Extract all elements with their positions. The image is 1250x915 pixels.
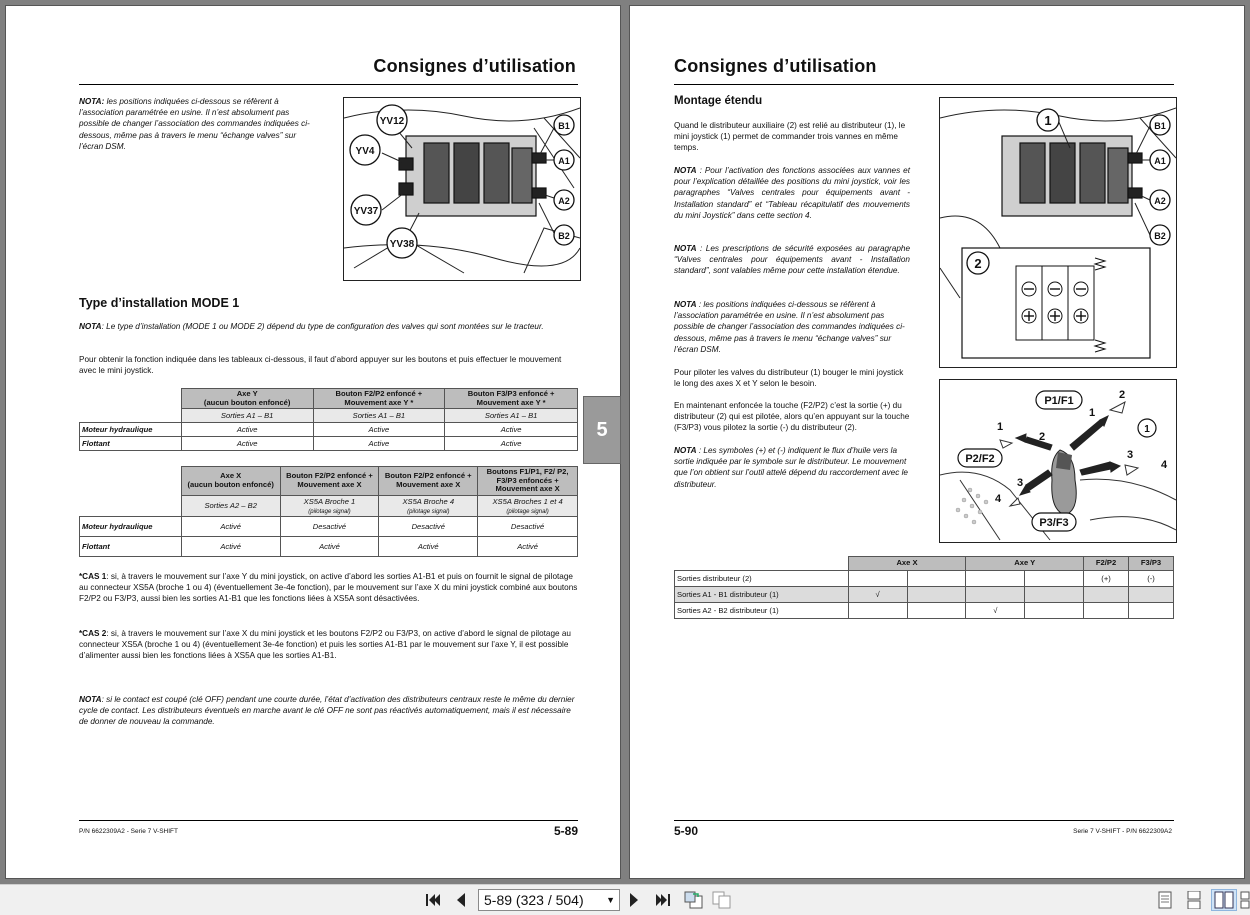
nota-3: NOTA : les positions indiquées ci-dessous se réfèrent à l’association paramétrée en usine. Il n’est absolument pas possible de changer l’association des commandes indiquées ci-dessous, même pas à travers le menu “échange valves” sur l’écran DSM. — [674, 300, 905, 354]
header-f2p2: F2/P2 — [1084, 557, 1129, 571]
label-dir-4: 4 — [1160, 459, 1168, 471]
cas2-text: *CAS 2: si, à travers le mouvement sur l’axe X du mini joystick et les boutons F2/P2 ou F3/P3, on active d’abord le signal de pilotage au connecteur XS5A (broche 1 ou 4) (éventuellement 3e-4e fonction) et puis les sorties A1-B1 par le mouvement sur l’axe Y, il est possible d’alimenter aussi bien les fonctions liées à XS5A que les sorties A1-B1. — [79, 629, 571, 661]
header-f3p3-y: Bouton F3/P3 enfoncé + Mouvement axe Y * — [445, 389, 578, 409]
label-dir-1b: 1 — [996, 421, 1004, 433]
row-label: Flottant — [80, 536, 182, 556]
label-dir-3b: 3 — [1016, 477, 1024, 489]
header-f2p2-x-2: Bouton F2/P2 enfoncé + Mouvement axe X — [379, 467, 478, 496]
table-cell: Activé — [181, 536, 280, 556]
label-a2: A2 — [558, 196, 570, 206]
table-cell: XS5A Broche 1 (pilotage signal) — [280, 495, 379, 516]
label-dir-2: 2 — [1118, 389, 1126, 401]
table-cell — [1129, 587, 1174, 603]
para-pilot: Pour piloter les valves du distributeur (1) bouger le mini joystick le long des axes X et Y selon le besoin. — [674, 368, 904, 389]
copy-icon — [712, 891, 732, 909]
label-1: 1 — [1044, 113, 1052, 128]
table-cell: Desactivé — [478, 516, 578, 536]
para-intro: Quand le distributeur auxiliaire (2) est relié au distributeur (1), le mini joystick (1) permet de commander trois vannes en même temps. — [674, 121, 906, 153]
table-cell: Activé — [379, 536, 478, 556]
table-row — [675, 571, 1174, 587]
distributor-table — [674, 556, 1174, 619]
table-cell: (-) — [1129, 571, 1174, 587]
label-p3f3: P3/F3 — [1039, 517, 1069, 529]
table-cell — [1025, 587, 1084, 603]
continuous-page-icon — [1187, 891, 1201, 909]
table-cell: Active — [313, 437, 445, 451]
table-row — [80, 423, 578, 437]
label-yv37: YV37 — [353, 206, 379, 217]
label-dir-4b: 4 — [994, 493, 1002, 505]
valve-block-drawing — [344, 98, 580, 280]
first-page-icon — [424, 892, 442, 908]
label-a1: A1 — [1154, 156, 1166, 166]
row-label: Sorties A2 - B2 distributeur (1) — [675, 603, 849, 619]
label-yv4: YV4 — [355, 146, 375, 157]
distributor-drawing — [940, 98, 1176, 367]
next-page-icon — [627, 892, 641, 908]
para-buttons: En maintenant enfoncée la touche (F2/P2) c’est la sortie (+) du distributeur (2) qui est pilotée, alors qu’en appuyant sur la touche (F3/P3) vous pilotez la sortie (-) du distributeur (2). — [674, 401, 910, 433]
table-cell: Active — [445, 437, 578, 451]
joystick-drawing — [940, 380, 1176, 542]
section-title: Type d’installation MODE 1 — [79, 296, 240, 310]
page-right — [629, 5, 1245, 879]
footer-part-number: Serie 7 V-SHIFT - P/N 6622309A2 — [1073, 828, 1172, 835]
table-cell: Active — [445, 423, 578, 437]
table-cell — [1025, 571, 1084, 587]
table-cell: √ — [848, 587, 907, 603]
nota-type: NOTA: Le type d’installation (MODE 1 ou MODE 2) dépend du type de configuration des valves qui sont montées sur le tracteur. — [79, 322, 544, 331]
table-cell: Sorties A1 – B1 — [445, 409, 578, 423]
table-cell — [907, 571, 966, 587]
table-cell: Activé — [280, 536, 379, 556]
header-f3p3: F3/P3 — [1129, 557, 1174, 571]
continuous-view-button[interactable] — [1183, 889, 1205, 911]
distributor-figure — [939, 97, 1177, 368]
label-dir-3: 3 — [1126, 449, 1134, 461]
header-f2p2-x: Bouton F2/P2 enfoncé + Mouvement axe X — [280, 467, 379, 496]
page-select-value: 5-89 (323 / 504) — [484, 892, 584, 908]
footer-rule — [674, 820, 1174, 821]
header-axe-x: Axe X — [848, 557, 966, 571]
table-cell: √ — [966, 603, 1025, 619]
row-label: Moteur hydraulique — [80, 423, 182, 437]
table-axe-y — [79, 388, 578, 451]
two-page-view-button[interactable] — [1211, 889, 1237, 911]
page-left — [5, 5, 621, 879]
last-page-icon — [654, 892, 672, 908]
two-page-continuous-view-button[interactable] — [1240, 889, 1250, 911]
single-page-view-button[interactable] — [1154, 889, 1176, 911]
cas1-text: *CAS 1: si, à travers le mouvement sur l’axe Y du mini joystick, on active d’abord les sorties A1-B1 et puis on fournit le signal de pilotage au connecteur XS5A (broche 1 ou 4) (éventuellement 3e-4e fonction), par le mouvement sur l’axe X du mini joystick combiné aux boutons F2/P2 ou F3/P3, aussi bien les sorties A1-B1 que les fonctions liées à XS5A sont désactivées. — [79, 572, 578, 604]
table-cell: Activé — [181, 516, 280, 536]
header-axe-y: Axe Y (aucun bouton enfoncé) — [181, 389, 313, 409]
valve-block-figure — [343, 97, 581, 281]
nota-1: NOTA : Pour l’activation des fonctions associées aux vannes et pour l’explication détaillée des positions du mini joystick, voir les paragraphes “Valves centrales pour équipements avant - Installation standard” et “Tableau récapitulatif des mouvements du mini Joystick” dans cette section 4. — [674, 166, 910, 220]
table-cell: Sorties A1 – B1 — [313, 409, 445, 423]
chapter-tab: 5 — [583, 396, 621, 464]
label-2: 2 — [974, 256, 982, 271]
intro-text: Pour obtenir la fonction indiquée dans les tableaux ci-dessous, il faut d’abord appuyer sur les boutons et puis effectuer le mouvement avec le mini joystick. — [79, 355, 562, 376]
two-page-continuous-icon — [1240, 891, 1250, 909]
rotate-icon — [684, 891, 704, 909]
label-dir-2b: 2 — [1038, 431, 1046, 443]
row-label: Flottant — [80, 437, 182, 451]
table-cell — [1084, 603, 1129, 619]
label-a1: A1 — [558, 156, 570, 166]
label-p2f2: P2/F2 — [965, 453, 995, 465]
table-cell: Active — [181, 437, 313, 451]
row-label: Sorties distributeur (2) — [675, 571, 849, 587]
previous-page-button[interactable] — [450, 889, 472, 911]
two-page-icon — [1214, 891, 1234, 909]
table-cell — [966, 571, 1025, 587]
row-label: Sorties A1 - B1 distributeur (1) — [675, 587, 849, 603]
table-row — [675, 603, 1174, 619]
nota-2: NOTA : Les prescriptions de sécurité exposées au paragraphe “Valves centrales pour équipements avant - Installation standard”, sont valables même pour cette installation étendue. — [674, 244, 910, 276]
rotate-button[interactable] — [683, 889, 705, 911]
first-page-button[interactable] — [422, 889, 444, 911]
table-cell: XS5A Broches 1 et 4 (pilotage signal) — [478, 495, 578, 516]
nota-4: NOTA : Les symboles (+) et (-) indiquent le flux d’huile vers la sortie indiquée par le symbole sur le distributeur. Le mouvement que l’on obtient sur l’outil attelé dépend du raccordement avec le distributeur. — [674, 446, 908, 489]
label-p1f1: P1/F1 — [1044, 395, 1074, 407]
page-select[interactable] — [478, 889, 620, 911]
table-cell: (+) — [1084, 571, 1129, 587]
table-cell: Sorties A2 – B2 — [181, 495, 280, 516]
table-row — [80, 437, 578, 451]
label-a2: A2 — [1154, 196, 1166, 206]
header-all-buttons-x: Boutons F1/P1, F2/ P2, F3/P3 enfoncés + Mouvement axe X — [478, 467, 578, 496]
title-rule — [674, 84, 1174, 85]
table-cell — [848, 571, 907, 587]
page-number: 5-89 — [553, 824, 578, 838]
label-b1: B1 — [558, 121, 570, 131]
page-number: 5-90 — [674, 824, 699, 838]
label-yv12: YV12 — [379, 116, 405, 127]
table-cell — [848, 603, 907, 619]
page-title: Consignes d’utilisation — [674, 56, 877, 76]
section-subtitle: Montage étendu — [674, 95, 763, 107]
label-yv38: YV38 — [389, 239, 415, 250]
table-cell: Active — [313, 423, 445, 437]
single-page-icon — [1158, 891, 1172, 909]
table-cell: Desactivé — [280, 516, 379, 536]
footer-part-number: P/N 6622309A2 - Serie 7 V-SHIFT — [79, 828, 178, 835]
label-b2: B2 — [1154, 231, 1166, 241]
table-axe-x — [79, 466, 578, 557]
label-b1: B1 — [1154, 121, 1166, 131]
table-row — [80, 536, 578, 556]
copy-button[interactable] — [711, 889, 733, 911]
table-cell: Activé — [478, 536, 578, 556]
table-cell: Sorties A1 – B1 — [181, 409, 313, 423]
table-cell — [1129, 603, 1174, 619]
label-b2: B2 — [558, 231, 570, 241]
table-cell: XS5A Broche 4 (pilotage signal) — [379, 495, 478, 516]
previous-page-icon — [454, 892, 468, 908]
table-cell: Active — [181, 423, 313, 437]
table-cell — [966, 587, 1025, 603]
title-rule — [79, 84, 578, 85]
page-title: Consignes d’utilisation — [373, 56, 576, 76]
table-row — [80, 516, 578, 536]
footer-rule — [79, 820, 578, 821]
viewer-toolbar — [0, 884, 1250, 915]
chevron-down-icon: ▼ — [606, 895, 615, 905]
header-f2p2-y: Bouton F2/P2 enfoncé + Mouvement axe Y * — [313, 389, 445, 409]
table-cell — [1084, 587, 1129, 603]
header-axe-y: Axe Y — [966, 557, 1084, 571]
table-cell: Desactivé — [379, 516, 478, 536]
table-cell — [907, 603, 966, 619]
next-page-button[interactable] — [623, 889, 645, 911]
nota-bottom: NOTA: si le contact est coupé (clé OFF) pendant une courte durée, l’état d’activation des distributeurs centraux reste le même du dernier cycle de contact. Les distributeurs éventuels en marche avant le clé OFF ne sont pas réactivés automatiquement, mais il est nécessaire de donner de nouveau la commande. — [79, 695, 575, 727]
row-label: Moteur hydraulique — [80, 516, 182, 536]
table-row — [675, 587, 1174, 603]
nota-top: NOTA: les positions indiquées ci-dessous se réfèrent à l’association paramétrée en usine. Il n’est absolument pas possible de changer l’association des commandes indiquées ci-dessous, même pas à travers le menu “échange valves” sur l’écran DSM. — [79, 97, 310, 151]
label-joystick-1: 1 — [1144, 424, 1150, 435]
label-dir-1: 1 — [1088, 407, 1096, 419]
last-page-button[interactable] — [652, 889, 674, 911]
table-cell — [1025, 603, 1084, 619]
joystick-figure — [939, 379, 1177, 543]
header-axe-x: Axe X (aucun bouton enfoncé) — [181, 467, 280, 496]
table-cell — [907, 587, 966, 603]
